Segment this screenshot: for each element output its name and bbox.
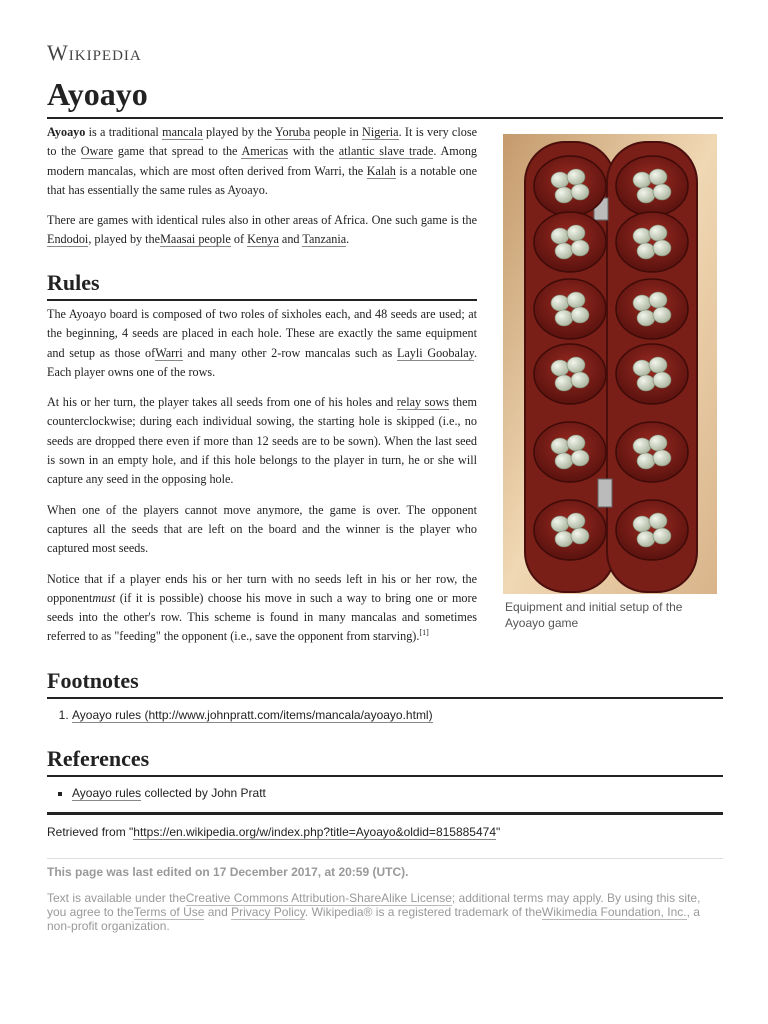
rules-heading: Rules xyxy=(47,268,477,301)
link-privacy-policy[interactable]: Privacy Policy xyxy=(231,905,305,919)
link-tanzania[interactable]: Tanzania xyxy=(302,232,347,247)
text: with the xyxy=(288,144,339,159)
seed xyxy=(633,172,651,188)
board-hole xyxy=(534,344,606,404)
text: Retrieved from " xyxy=(47,825,134,839)
seed xyxy=(637,453,655,469)
link-maasai-people[interactable]: Maasai people xyxy=(160,232,231,247)
text: is a traditional xyxy=(85,125,163,139)
rules-paragraph-1 xyxy=(47,305,477,382)
text: game that spread to the xyxy=(113,144,242,159)
text: . It is very close to the xyxy=(47,125,477,159)
text: and xyxy=(204,905,232,919)
seed xyxy=(633,228,651,244)
seed xyxy=(571,372,589,388)
seed xyxy=(555,310,573,326)
seed xyxy=(653,240,671,256)
seed xyxy=(567,357,585,373)
text: At his or her turn, the player takes all seeds from one of his holes and xyxy=(47,395,397,410)
seed xyxy=(637,375,655,391)
text: is a notable one that has essentially the same rules as Ayoayo. xyxy=(47,163,477,197)
rules-section xyxy=(47,305,477,658)
intro-paragraph-1 xyxy=(47,123,477,200)
seed xyxy=(633,516,651,532)
seed xyxy=(555,453,573,469)
seed xyxy=(649,513,667,529)
seed xyxy=(571,450,589,466)
link-atlantic-slave-trade[interactable]: atlantic slave trade xyxy=(338,144,434,159)
seed xyxy=(637,310,655,326)
board-hole xyxy=(616,279,688,339)
seed xyxy=(567,169,585,185)
seed xyxy=(551,295,569,311)
seed xyxy=(555,375,573,391)
seed xyxy=(571,528,589,544)
seed xyxy=(649,169,667,185)
text: played by the xyxy=(202,125,275,139)
board-hole xyxy=(534,156,606,216)
link-americas[interactable]: Americas xyxy=(241,144,289,159)
seed xyxy=(649,357,667,373)
seed xyxy=(633,360,651,376)
text: The Ayoayo board is composed of two roles of sixholes each, and 48 seeds are used; at the beginning, 4 seeds are placed in each hole. These are exactly the same equipment and setup as those of xyxy=(47,307,477,360)
references-heading: References xyxy=(47,744,723,777)
footnotes-heading-wrap xyxy=(47,666,723,699)
text: . Each player owns one of the rows. xyxy=(47,345,478,379)
seed xyxy=(567,225,585,241)
link-relay-sows[interactable]: relay sows xyxy=(396,395,450,410)
license-footer xyxy=(47,891,723,933)
text: and many other 2-row mancalas such as xyxy=(182,345,397,360)
seed xyxy=(649,292,667,308)
seed xyxy=(633,295,651,311)
link-yoruba[interactable]: Yoruba xyxy=(274,125,311,139)
rules-paragraph-4 xyxy=(47,570,477,647)
seed xyxy=(567,513,585,529)
text: them counterclockwise; during each individual sowing, the starting hole is skipped (i.e., no seeds are dropped there even if more than 12 seeds are to be sown). When the last seed is sown in an empty hole, and if this hole belongs to the player in turn, he or she will capture any seed in the opposing hole. xyxy=(47,395,477,487)
text: and xyxy=(278,232,303,247)
board-hole xyxy=(534,212,606,272)
seed xyxy=(637,187,655,203)
intro-paragraph-2 xyxy=(47,211,477,250)
text: . xyxy=(346,232,350,247)
seed xyxy=(649,225,667,241)
footnote-ref-1[interactable]: [1] xyxy=(419,628,429,638)
link-layli-goobalay[interactable]: Layli Goobalay xyxy=(396,345,474,360)
link-terms-of-use[interactable]: Terms of Use xyxy=(133,905,205,919)
page-title: Ayoayo xyxy=(47,74,723,119)
retrieved-from xyxy=(47,812,723,841)
text: . Wikipedia® is a registered trademark of the xyxy=(304,905,542,919)
rules-paragraph-2 xyxy=(47,393,477,489)
link-kenya[interactable]: Kenya xyxy=(247,232,279,247)
link-cc-license[interactable]: Creative Commons Attribution-ShareAlike License xyxy=(185,891,452,905)
permalink[interactable]: https://en.wikipedia.org/w/index.php?title=Ayoayo&oldid=815885474 xyxy=(133,825,497,839)
last-edited xyxy=(47,858,723,879)
reference-item xyxy=(72,784,266,802)
rules-heading-wrap xyxy=(47,268,477,301)
text: ; additional terms may apply. By using this site, you agree to the xyxy=(47,891,701,919)
link-oware[interactable]: Oware xyxy=(80,144,114,159)
last-edited-text: This page was last edited on 17 December 2017, at 20:59 (UTC). xyxy=(47,865,409,879)
seed xyxy=(637,243,655,259)
seed xyxy=(649,435,667,451)
board-hole xyxy=(616,212,688,272)
text: " xyxy=(496,825,501,839)
board-hole xyxy=(616,422,688,482)
seed xyxy=(653,307,671,323)
text: There are games with identical rules also in other areas of Africa. One such game is the xyxy=(47,213,477,228)
emphasis: must xyxy=(92,590,116,605)
board-hole xyxy=(534,422,606,482)
seed xyxy=(653,372,671,388)
figure xyxy=(503,134,717,631)
link-mancala[interactable]: mancala xyxy=(162,125,203,139)
text: Text is available under the xyxy=(47,891,186,905)
board-hole xyxy=(616,156,688,216)
rules-paragraph-3: When one of the players cannot move anymore, the game is over. The opponent captures all the seeds that are left on the board and the winner is the player who captured most seeds. xyxy=(47,502,477,556)
reference-link[interactable]: Ayoayo rules xyxy=(72,786,142,800)
seed xyxy=(551,438,569,454)
text: people in xyxy=(310,125,363,139)
seed xyxy=(653,184,671,200)
term-bold: Ayoayo xyxy=(47,125,86,139)
seed xyxy=(551,360,569,376)
references-list xyxy=(47,784,266,802)
wikipedia-wordmark[interactable]: Wikipedia xyxy=(47,40,142,65)
link-wikimedia-foundation[interactable]: Wikimedia Foundation, Inc. xyxy=(541,905,687,919)
footnotes-list xyxy=(47,706,433,724)
link-warri[interactable]: Warri xyxy=(155,345,183,360)
seed xyxy=(555,187,573,203)
link-nigeria[interactable]: Nigeria xyxy=(362,125,399,139)
intro-section xyxy=(47,123,477,261)
board-hole xyxy=(534,279,606,339)
text: of xyxy=(230,232,248,247)
seed xyxy=(571,184,589,200)
mancala-board-image[interactable] xyxy=(503,134,717,594)
board-hole xyxy=(616,344,688,404)
text: , a non-profit organization. xyxy=(47,905,700,933)
seed xyxy=(653,528,671,544)
link-endodoi[interactable]: Endodoi xyxy=(47,232,89,247)
seed xyxy=(567,292,585,308)
text: , played by the xyxy=(88,232,161,247)
text: . Among modern mancalas, which are most often derived from Warri, the xyxy=(47,144,478,178)
text: collected by John Pratt xyxy=(141,786,266,800)
footnotes-heading: Footnotes xyxy=(47,666,723,699)
text: Notice that if a player ends his or her turn with no seeds left in his or her row, the opponent xyxy=(47,571,477,605)
seed xyxy=(551,172,569,188)
seed xyxy=(551,516,569,532)
seed xyxy=(567,435,585,451)
seed xyxy=(653,450,671,466)
seed xyxy=(571,307,589,323)
seed xyxy=(555,243,573,259)
hinge-bottom xyxy=(598,479,612,507)
board-hole xyxy=(616,500,688,560)
seed xyxy=(637,531,655,547)
seed xyxy=(555,531,573,547)
text: (if it is possible) choose his move in such a way to bring one or more seeds into the other's row. This scheme is found in many mancalas and sometimes referred to as "feeding" the opponent (i.e., save the opponent from starving). xyxy=(47,590,477,644)
seed xyxy=(633,438,651,454)
references-heading-wrap xyxy=(47,744,723,777)
seed xyxy=(551,228,569,244)
footnote-item xyxy=(72,706,433,724)
seed xyxy=(571,240,589,256)
figure-caption: Equipment and initial setup of the Ayoayo game xyxy=(505,600,683,630)
board-hole xyxy=(534,500,606,560)
footnote-link[interactable]: Ayoayo rules (http://www.johnpratt.com/items/mancala/ayoayo.html) xyxy=(72,708,433,722)
link-kalah[interactable]: Kalah xyxy=(366,163,396,178)
